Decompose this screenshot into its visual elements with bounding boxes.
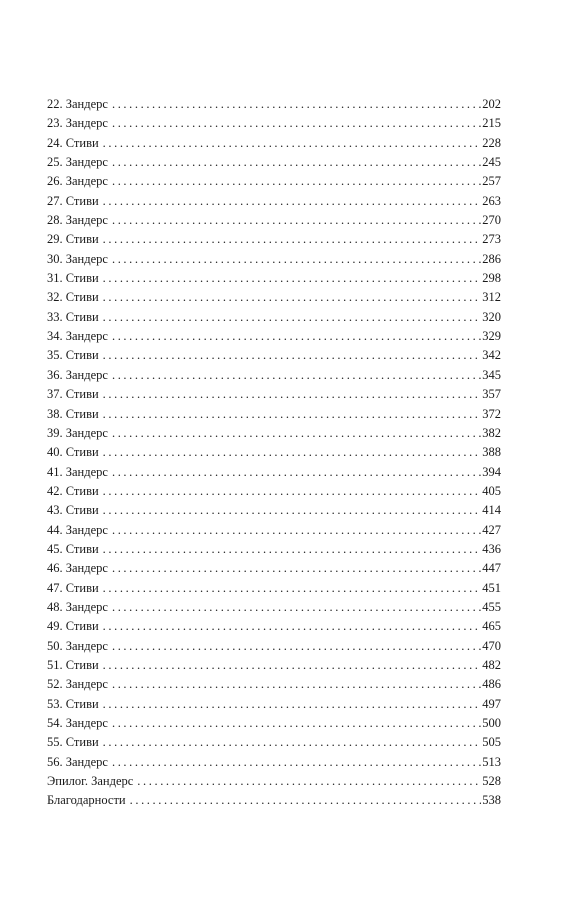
toc-entry-title: 48. Зандерс xyxy=(47,599,108,614)
toc-entry-title: 33. Стиви xyxy=(47,309,99,324)
toc-entry-page-number: 215 xyxy=(482,116,501,131)
toc-entry xyxy=(47,230,501,249)
toc-entry-page-number: 482 xyxy=(482,657,501,672)
toc-dot-leader xyxy=(112,714,481,733)
toc-entry-title: 56. Зандерс xyxy=(47,754,108,769)
toc-dot-leader xyxy=(103,192,482,211)
toc-entry xyxy=(47,521,501,540)
toc-dot-leader xyxy=(112,559,481,578)
toc-entry xyxy=(47,327,501,346)
toc-entry xyxy=(47,695,501,714)
toc-entry xyxy=(47,501,501,520)
toc-entry xyxy=(47,424,501,443)
toc-entry-title: 47. Стиви xyxy=(47,580,99,595)
toc-dot-leader xyxy=(103,617,482,636)
toc-entry-page-number: 500 xyxy=(482,716,501,730)
toc-entry-page-number: 263 xyxy=(482,193,501,208)
toc-entry-page-number: 455 xyxy=(482,599,501,614)
toc-dot-leader xyxy=(130,791,482,810)
toc-entry xyxy=(47,95,501,114)
toc-entry-page-number: 427 xyxy=(482,522,501,537)
toc-dot-leader xyxy=(112,114,481,133)
toc-entry-title: 28. Зандерс xyxy=(47,213,108,228)
toc-entry-page-number: 312 xyxy=(482,290,501,305)
toc-entry-title: 27. Стиви xyxy=(47,193,99,208)
toc-entry xyxy=(47,172,501,191)
toc-entry-title: 31. Стиви xyxy=(47,271,99,286)
toc-entry-page-number: 257 xyxy=(482,174,501,189)
toc-dot-leader xyxy=(103,540,482,559)
toc-dot-leader xyxy=(103,134,482,153)
toc-entry-title: 30. Зандерс xyxy=(47,251,108,266)
toc-dot-leader xyxy=(112,327,481,346)
toc-entry-title: 50. Зандерс xyxy=(47,638,108,653)
toc-dot-leader xyxy=(112,753,481,772)
toc-entry-page-number: 414 xyxy=(482,503,501,518)
toc-entry-page-number: 202 xyxy=(482,97,501,111)
toc-dot-leader xyxy=(103,230,482,249)
toc-entry xyxy=(47,559,501,578)
toc-entry xyxy=(47,153,501,172)
toc-dot-leader xyxy=(103,656,482,675)
toc-entry xyxy=(47,385,501,404)
toc-entry xyxy=(47,579,501,598)
toc-entry-page-number: 270 xyxy=(482,213,501,228)
toc-dot-leader xyxy=(112,521,481,540)
toc-entry-title: 41. Зандерс xyxy=(47,464,108,479)
toc-entry-page-number: 342 xyxy=(482,348,501,363)
toc-entry-page-number: 245 xyxy=(482,155,501,170)
toc-entry-page-number: 388 xyxy=(482,445,501,460)
toc-entry xyxy=(47,211,501,230)
toc-entry xyxy=(47,675,501,694)
toc-entry xyxy=(47,637,501,656)
toc-entry-title: 35. Стиви xyxy=(47,348,99,363)
toc-dot-leader xyxy=(103,346,482,365)
toc-entry-page-number: 329 xyxy=(482,329,501,344)
toc-entry-page-number: 538 xyxy=(482,793,501,808)
toc-entry xyxy=(47,714,501,733)
toc-entry-page-number: 497 xyxy=(482,696,501,711)
toc-dot-leader xyxy=(112,366,481,385)
toc-dot-leader xyxy=(103,501,482,520)
toc-dot-leader xyxy=(112,153,481,172)
toc-entry-page-number: 505 xyxy=(482,735,501,750)
toc-dot-leader xyxy=(112,95,481,114)
toc-entry xyxy=(47,753,501,772)
toc-entry-page-number: 382 xyxy=(482,425,501,440)
toc-entry-title: 38. Стиви xyxy=(47,406,99,421)
toc-entry-title: 40. Стиви xyxy=(47,445,99,460)
toc-entry-title: 22. Зандерс xyxy=(47,97,108,111)
toc-dot-leader xyxy=(103,405,482,424)
toc-entry-title: 34. Зандерс xyxy=(47,329,108,344)
toc-entry xyxy=(47,617,501,636)
toc-entry-title: 44. Зандерс xyxy=(47,522,108,537)
toc-dot-leader xyxy=(103,482,482,501)
toc-entry xyxy=(47,482,501,501)
toc-dot-leader xyxy=(103,443,482,462)
toc-entry-title: 45. Стиви xyxy=(47,541,99,556)
toc-dot-leader xyxy=(112,463,481,482)
toc-entry-title: 52. Зандерс xyxy=(47,677,108,692)
toc-entry-page-number: 405 xyxy=(482,483,501,498)
toc-entry-page-number: 394 xyxy=(482,464,501,479)
toc-entry xyxy=(47,463,501,482)
toc-entry-title: 46. Зандерс xyxy=(47,561,108,576)
toc-entry xyxy=(47,733,501,752)
toc-dot-leader xyxy=(103,733,482,752)
toc-entry-page-number: 298 xyxy=(482,271,501,286)
toc-entry xyxy=(47,134,501,153)
toc-entry-page-number: 320 xyxy=(482,309,501,324)
toc-entry-page-number: 486 xyxy=(482,677,501,692)
toc-dot-leader xyxy=(112,424,481,443)
toc-entry xyxy=(47,443,501,462)
toc-dot-leader xyxy=(103,269,482,288)
toc-entry-title: 25. Зандерс xyxy=(47,155,108,170)
toc-dot-leader xyxy=(103,695,482,714)
toc-entry-title: 42. Стиви xyxy=(47,483,99,498)
toc-entry-title: 26. Зандерс xyxy=(47,174,108,189)
toc-entry-page-number: 513 xyxy=(482,754,501,769)
toc-entry-title: 49. Стиви xyxy=(47,619,99,634)
toc-dot-leader xyxy=(112,598,481,617)
toc-entry-page-number: 465 xyxy=(482,619,501,634)
toc-entry-title: 37. Стиви xyxy=(47,387,99,402)
toc-entry-title: 23. Зандерс xyxy=(47,116,108,131)
toc-dot-leader xyxy=(112,211,481,230)
toc-dot-leader xyxy=(103,308,482,327)
toc-entry xyxy=(47,308,501,327)
toc-entry xyxy=(47,656,501,675)
toc-entry-title: 43. Стиви xyxy=(47,503,99,518)
toc-entry xyxy=(47,250,501,269)
toc-entry-title: 39. Зандерс xyxy=(47,425,108,440)
toc-entry-title: 32. Стиви xyxy=(47,290,99,305)
toc-entry-page-number: 447 xyxy=(482,561,501,576)
toc-entry-page-number: 345 xyxy=(482,367,501,382)
toc-entry-page-number: 228 xyxy=(482,135,501,150)
toc-dot-leader xyxy=(137,772,481,791)
toc-dot-leader xyxy=(103,288,482,307)
toc-entry xyxy=(47,192,501,211)
toc-entry-page-number: 273 xyxy=(482,232,501,247)
toc-entry xyxy=(47,366,501,385)
toc-dot-leader xyxy=(112,250,481,269)
toc-entry-page-number: 528 xyxy=(482,774,501,789)
toc-dot-leader xyxy=(103,579,482,598)
toc-entry-title: 36. Зандерс xyxy=(47,367,108,382)
toc-entry-page-number: 286 xyxy=(482,251,501,266)
toc-entry xyxy=(47,540,501,559)
toc-entry xyxy=(47,772,501,791)
toc-entry xyxy=(47,346,501,365)
toc-entry-title: 53. Стиви xyxy=(47,696,99,711)
toc-entry-title: 24. Стиви xyxy=(47,135,99,150)
toc-entry-page-number: 451 xyxy=(482,580,501,595)
toc-dot-leader xyxy=(103,385,482,404)
toc-entry-page-number: 372 xyxy=(482,406,501,421)
toc-entry xyxy=(47,791,501,810)
toc-entry-page-number: 470 xyxy=(482,638,501,653)
toc-dot-leader xyxy=(112,637,481,656)
toc-entry-title: 54. Зандерс xyxy=(47,716,108,730)
table-of-contents xyxy=(47,95,501,811)
toc-entry-title: Эпилог. Зандерс xyxy=(47,774,134,789)
toc-entry-title: 29. Стиви xyxy=(47,232,99,247)
toc-entry-page-number: 436 xyxy=(482,541,501,556)
toc-dot-leader xyxy=(112,172,481,191)
toc-entry xyxy=(47,405,501,424)
toc-entry xyxy=(47,288,501,307)
toc-entry-page-number: 357 xyxy=(482,387,501,402)
toc-entry xyxy=(47,114,501,133)
toc-entry xyxy=(47,598,501,617)
toc-dot-leader xyxy=(112,675,481,694)
toc-entry xyxy=(47,269,501,288)
toc-entry-title: 51. Стиви xyxy=(47,657,99,672)
toc-entry-title: 55. Стиви xyxy=(47,735,99,750)
toc-entry-title: Благодарности xyxy=(47,793,126,808)
